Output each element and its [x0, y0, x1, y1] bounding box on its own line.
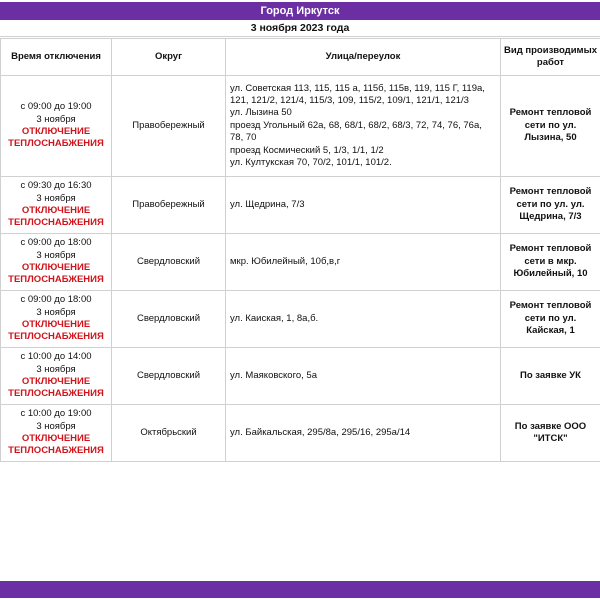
street-line: мкр. Юбилейный, 10б,в,г: [230, 255, 341, 267]
street-cell: [226, 177, 501, 234]
district-cell: Правобережный: [112, 76, 226, 177]
outage-day: 3 ноября: [36, 363, 76, 375]
column-header-street: Улица/переулок: [226, 39, 501, 76]
table-row: [1, 76, 600, 177]
time-cell: [1, 76, 112, 177]
time-range: с 10:00 до 19:00: [20, 408, 92, 420]
outage-type-line2: ТЕПЛОСНАБЖЕНИЯ: [8, 388, 104, 400]
street-cell: [226, 291, 501, 348]
street-line: ул. Лызина 50: [230, 107, 292, 119]
date-text: 3 ноября 2023 года: [250, 22, 350, 34]
district-cell: Свердловский: [112, 348, 226, 405]
street-line: ул. Култукская 70, 70/2, 101/1, 101/2.: [230, 156, 392, 168]
district-cell: Правобережный: [112, 177, 226, 234]
outage-type-line2: ТЕПЛОСНАБЖЕНИЯ: [8, 217, 104, 229]
city-title: Город Иркутск: [260, 5, 340, 17]
outage-type-line1: ОТКЛЮЧЕНИЕ: [21, 126, 91, 137]
time-range: с 09:00 до 19:00: [20, 101, 92, 113]
outage-type-line1: ОТКЛЮЧЕНИЕ: [21, 376, 91, 387]
outage-table: [0, 38, 600, 462]
work-cell: По заявке ООО "ИТСК": [501, 405, 600, 462]
time-cell: [1, 234, 112, 291]
street-line: проезд Космический 5, 1/3, 1/1, 1/2: [230, 144, 384, 156]
time-range: с 09:00 до 18:00: [20, 237, 92, 249]
time-range: с 09:30 до 16:30: [20, 180, 92, 192]
table-header-row: [1, 39, 600, 76]
outage-type-line1: ОТКЛЮЧЕНИЕ: [21, 433, 91, 444]
date-heading: [0, 20, 600, 37]
outage-type-line2: ТЕПЛОСНАБЖЕНИЯ: [8, 274, 104, 286]
column-header-district: Округ: [112, 39, 226, 76]
time-cell: [1, 291, 112, 348]
time-range: с 09:00 до 18:00: [20, 294, 92, 306]
street-line: ул. Байкальская, 295/8а, 295/16, 295а/14: [230, 426, 411, 438]
outage-day: 3 ноября: [36, 113, 76, 125]
street-line: 121, 121/2, 121/4, 115/3, 109, 115/2, 109/1, 121/1, 121/3: [230, 95, 469, 107]
street-cell: [226, 405, 501, 462]
outage-type-line1: ОТКЛЮЧЕНИЕ: [21, 205, 91, 216]
work-cell: Ремонт тепловой сети по ул. Кайская, 1: [501, 291, 600, 348]
street-cell: [226, 348, 501, 405]
work-cell: По заявке УК: [501, 348, 600, 405]
district-cell: Октябрьский: [112, 405, 226, 462]
outage-day: 3 ноября: [36, 306, 76, 318]
district-cell: Свердловский: [112, 234, 226, 291]
street-line: ул. Маяковского, 5а: [230, 369, 317, 381]
outage-type-line1: ОТКЛЮЧЕНИЕ: [21, 319, 91, 330]
outage-type-line2: ТЕПЛОСНАБЖЕНИЯ: [8, 331, 104, 343]
table-row: [1, 234, 600, 291]
work-cell: Ремонт тепловой сети по ул. Лызина, 50: [501, 76, 600, 177]
outage-type-line2: ТЕПЛОСНАБЖЕНИЯ: [8, 445, 104, 457]
time-cell: [1, 348, 112, 405]
table-row: [1, 348, 600, 405]
street-line: 78, 70: [230, 132, 257, 144]
street-line: ул. Щедрина, 7/3: [230, 198, 305, 210]
time-cell: [1, 177, 112, 234]
table-row: [1, 291, 600, 348]
work-cell: Ремонт тепловой сети в мкр. Юбилейный, 10: [501, 234, 600, 291]
outage-type-line1: ОТКЛЮЧЕНИЕ: [21, 262, 91, 273]
time-cell: [1, 405, 112, 462]
street-cell: [226, 234, 501, 291]
outage-day: 3 ноября: [36, 249, 76, 261]
table-row: [1, 405, 600, 462]
work-cell: Ремонт тепловой сети по ул. ул. Щедрина, 7/3: [501, 177, 600, 234]
street-line: ул. Каиская, 1, 8а,б.: [230, 312, 319, 324]
column-header-work: Вид производимых работ: [501, 39, 600, 76]
outage-type-line2: ТЕПЛОСНАБЖЕНИЯ: [8, 138, 104, 150]
outage-day: 3 ноября: [36, 420, 76, 432]
column-header-time: Время отключения: [1, 39, 112, 76]
table-row: [1, 177, 600, 234]
city-title-bar: [0, 2, 600, 20]
district-cell: Свердловский: [112, 291, 226, 348]
street-cell: [226, 76, 501, 177]
street-line: ул. Советская 113, 115, 115 а, 115б, 115в, 119, 115 Г, 119а,: [230, 82, 485, 94]
time-range: с 10:00 до 14:00: [20, 351, 92, 363]
footer-bar: [0, 581, 600, 598]
street-line: проезд Угольный 62а, 68, 68/1, 68/2, 68/3, 72, 74, 76, 76а,: [230, 119, 482, 131]
outage-day: 3 ноября: [36, 192, 76, 204]
